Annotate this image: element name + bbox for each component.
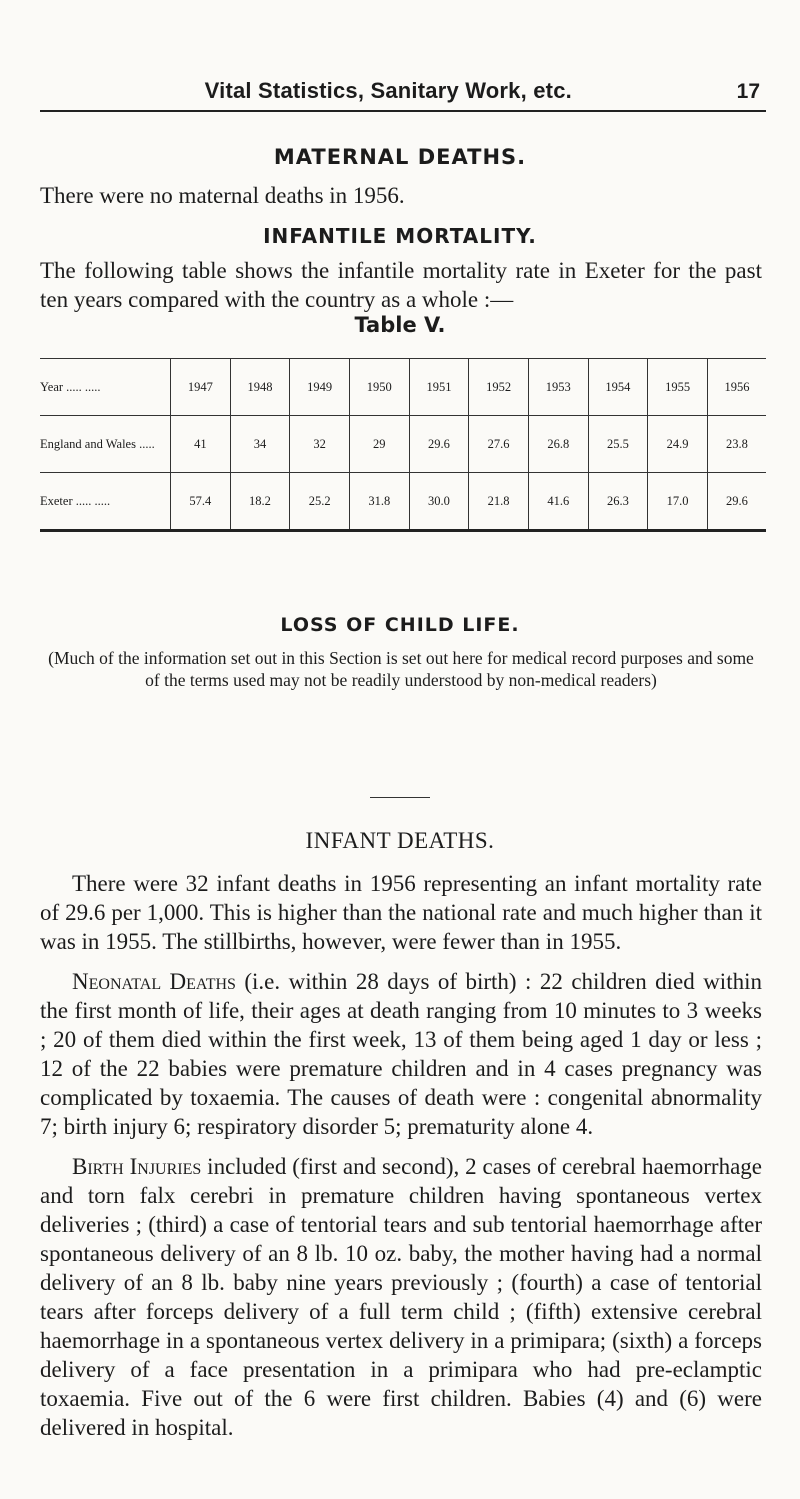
table-cell: 26.3 xyxy=(588,473,648,531)
maternal-deaths-text xyxy=(40,181,762,210)
infantile-mortality-heading: INFANTILE MORTALITY. xyxy=(263,224,537,248)
table-cell: 1950 xyxy=(349,359,409,416)
table-cell: 41 xyxy=(171,416,231,473)
row-label: England and Wales ..... xyxy=(40,436,155,451)
table-cell: 30.0 xyxy=(409,473,469,531)
table-cell: 1949 xyxy=(290,359,350,416)
table-cell: 31.8 xyxy=(349,473,409,531)
row-label: Exeter ..... ..... xyxy=(40,493,111,508)
infant-deaths-heading: INFANT DEATHS. xyxy=(305,828,495,853)
table-cell: 26.8 xyxy=(528,416,588,473)
table-cell: 41.6 xyxy=(528,473,588,531)
table-cell: 25.2 xyxy=(290,473,350,531)
table-cell: 24.9 xyxy=(648,416,708,473)
page-number: 17 xyxy=(736,80,760,103)
neonatal-label: Neonatal Deaths xyxy=(72,969,236,994)
infantile-text: The following table shows the infantile mortality rate in Exeter for the past ten years compared with the country as a whole :— xyxy=(40,258,762,312)
table-cell: 1955 xyxy=(648,359,708,416)
table-cell: 21.8 xyxy=(469,473,529,531)
table-cell: 1947 xyxy=(171,359,231,416)
birth-injuries-para xyxy=(40,1152,762,1442)
table-cell: 1953 xyxy=(528,359,588,416)
table-cell: 57.4 xyxy=(171,473,231,531)
infant-deaths-body xyxy=(40,869,762,1442)
maternal-deaths-heading: MATERNAL DEATHS. xyxy=(273,145,527,169)
infant-deaths-para1: There were 32 infant deaths in 1956 representing an infant mortality rate of 29.6 per 1,000. This is higher than the national rate and much higher than it was in 1955. The stillbirths, however, were fewer than in 1955. xyxy=(40,871,762,954)
table-cell: 32 xyxy=(290,416,350,473)
table-cell: 29 xyxy=(349,416,409,473)
table-row xyxy=(40,359,766,416)
mortality-table xyxy=(40,358,766,532)
table-cell: 1948 xyxy=(230,359,290,416)
table-row xyxy=(40,473,766,531)
table-cell: 18.2 xyxy=(230,473,290,531)
table-cell: 27.6 xyxy=(469,416,529,473)
neonatal-text: (i.e. within 28 days of birth) : 22 children died within the first month of life, their ages at death ranging from 10 minutes to 3 weeks ; 20 of them died within the first week, 13 of them being aged 1 day or less ; 12 of the 22 babies were premature children and in 4 cases pregnancy was complicated by toxaemia. The causes of death were : congenital abnormality 7; birth injury 6; respiratory disorder 5; prematurity alone 4. xyxy=(40,969,762,1139)
loss-of-child-life-heading: LOSS OF CHILD LIFE. xyxy=(280,614,520,636)
table-cell: 34 xyxy=(230,416,290,473)
table-cell: 1956 xyxy=(707,359,766,416)
table-cell: 1952 xyxy=(469,359,529,416)
table-cell: 23.8 xyxy=(707,416,766,473)
table-cell: 29.6 xyxy=(409,416,469,473)
table-title: Table V. xyxy=(354,313,446,337)
neonatal-deaths-para xyxy=(40,967,762,1141)
birth-injuries-label: Birth Injuries xyxy=(72,1154,202,1179)
table-cell: 1951 xyxy=(409,359,469,416)
loss-note: (Much of the information set out in this Section is set out here for medical record purposes and some of the terms used may not be readily understood by non-medical readers) xyxy=(48,648,754,690)
table-cell: 25.5 xyxy=(588,416,648,473)
table-cell: 17.0 xyxy=(648,473,708,531)
section-divider xyxy=(370,797,430,798)
running-title: Vital Statistics, Sanitary Work, etc. xyxy=(204,78,572,103)
table-cell: 29.6 xyxy=(707,473,766,531)
birth-injuries-text: included (first and second), 2 cases of cerebral haemorrhage and torn falx cerebri in premature children having spontaneous vertex deliveries ; (third) a case of tentorial tears and sub tentorial haemorrhage after spontaneous delivery of an 8 lb. 10 oz. baby, the mother having had a normal delivery of an 8 lb. baby nine years previously ; (fourth) a case of tentorial tears after forceps delivery of a full term child ; (fifth) extensive cerebral haemorrhage in a spontaneous vertex delivery in a primipara; (sixth) a forceps delivery of a face presentation in a primipara who had pre-eclamptic toxaemia. Five out of the 6 were first children. Babies (4) and (6) were delivered in hospital. xyxy=(40,1154,763,1440)
page-header xyxy=(40,78,766,112)
row-label: Year ..... ..... xyxy=(40,379,101,394)
table-cell: 1954 xyxy=(588,359,648,416)
maternal-text: There were no maternal deaths in 1956. xyxy=(40,183,405,208)
table-row xyxy=(40,416,766,473)
infantile-mortality-text xyxy=(40,256,762,314)
